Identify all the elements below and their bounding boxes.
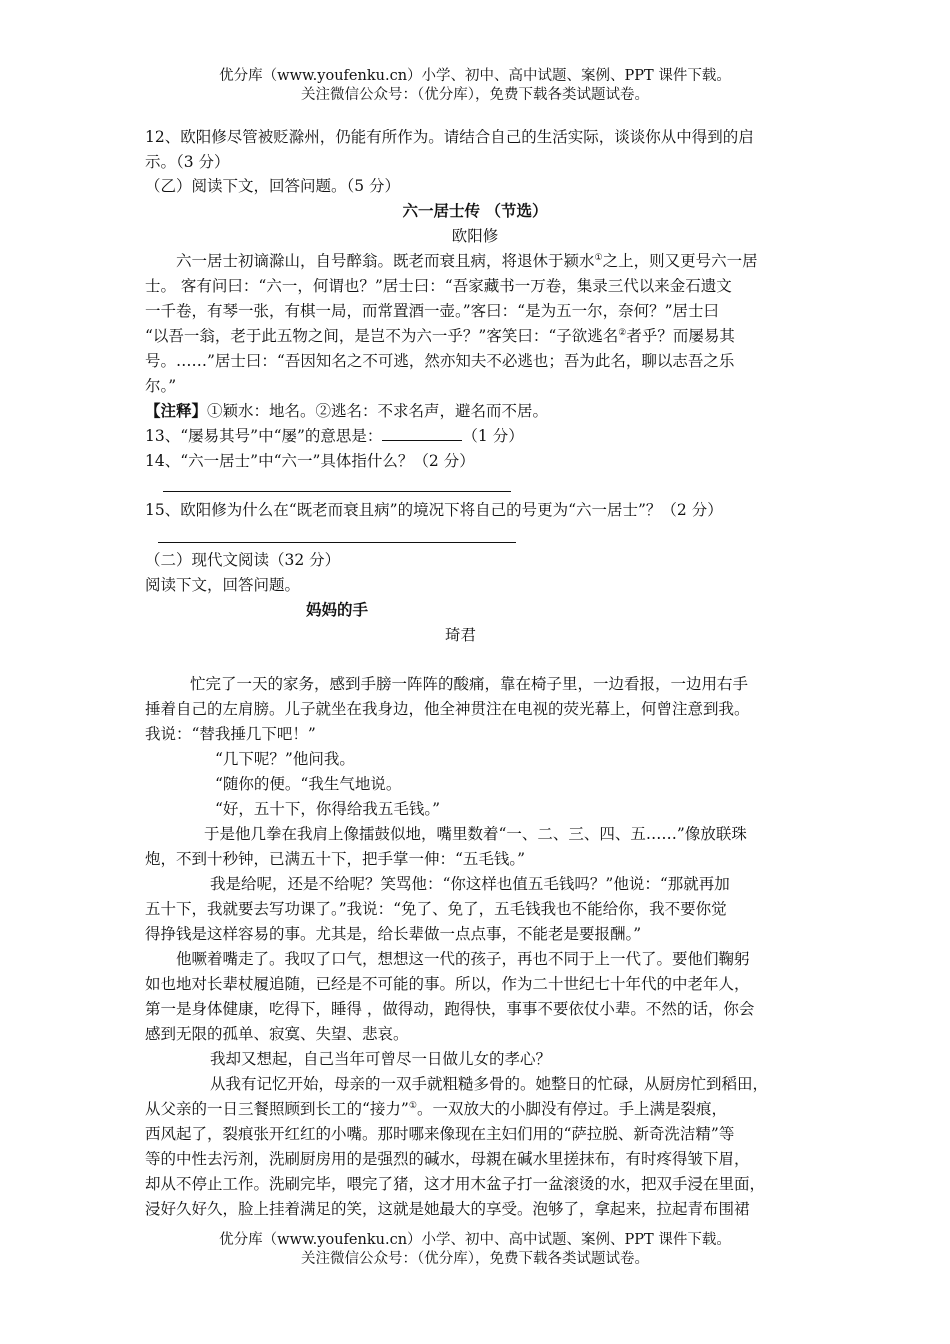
modern-line-20: 等的中性去污剂，洗刷厨房用的是强烈的碱水，母親在碱水里搓抹布，有时疼得皱下眉， bbox=[145, 1150, 750, 1168]
header-line-2: 关注微信公众号：（优分库），免费下载各类试题试卷。 bbox=[301, 87, 649, 103]
answer-blank[interactable] bbox=[382, 424, 462, 441]
modern-line-11: 得挣钱是这样容易的事。尤其是，给长辈做一点点事，不能老是要报酬。” bbox=[145, 925, 642, 943]
modern-line-1: 忙完了一天的家务，感到手膀一阵阵的酸痛，靠在椅子里，一边看报，一边用右手 bbox=[190, 675, 749, 693]
classical-line-4: “以吾一翁，老于此五物之间，是岂不为六一乎？”客笑曰：“子欲逃名②者乎？而屡易其 bbox=[145, 327, 735, 345]
modern-line-18: 从父亲的一日三餐照顾到长工的“接力”①。一双放大的小脚没有停过。手上满是裂痕， bbox=[145, 1100, 727, 1118]
modern-intro: 阅读下文，回答问题。 bbox=[145, 576, 301, 594]
modern-line-19: 西风起了，裂痕张开红红的小嘴。那时哪来像现在主妇们用的“萨拉脱、新奇洗洁精”等 bbox=[145, 1125, 735, 1143]
modern-line-17: 从我有记忆开始，母亲的一双手就粗糙多骨的。她整日的忙碌，从厨房忙到稻田， bbox=[210, 1075, 769, 1093]
question-14: 14、“六一居士”中“六一”具体指什么？（2 分） bbox=[145, 452, 475, 470]
modern-line-8: 炮，不到十秒钟，已满五十下，把手掌一伸：“五毛钱。” bbox=[145, 850, 526, 868]
footer-line-1: 优分库（www.youfenku.cn）小学、初中、高中试题、案例、PPT 课件下载。 bbox=[219, 1232, 731, 1248]
answer-line-14[interactable] bbox=[163, 491, 511, 492]
modern-line-5: “随你的便。“我生气地说。 bbox=[215, 775, 402, 793]
question-15: 15、欧阳修为什么在“既老而衰且病”的境况下将自己的号更为“六一居士”？（2 分） bbox=[145, 501, 723, 519]
modern-line-7: 于是他几拳在我肩上像擂鼓似地，嘴里数着“一、二、三、四、五……”像放联珠 bbox=[204, 825, 747, 843]
footnote-marker-2: ② bbox=[618, 327, 627, 338]
modern-line-2: 捶着自己的左肩膀。儿子就坐在我身边，他全神贯注在电视的荧光幕上，何曾注意到我。 bbox=[145, 700, 750, 718]
modern-line-6: “好，五十下，你得给我五毛钱。” bbox=[215, 800, 441, 818]
classical-title: 六一居士传 （节选） bbox=[402, 202, 548, 220]
footnote-marker-1: ① bbox=[594, 252, 603, 263]
footer-line-2: 关注微信公众号：（优分库），免费下载各类试题试卷。 bbox=[301, 1251, 649, 1267]
modern-line-22: 浸好久好久，脸上挂着满足的笑，这就是她最大的享受。泡够了，拿起来，拉起青布围裙 bbox=[145, 1200, 750, 1218]
answer-line-15[interactable] bbox=[158, 542, 516, 543]
modern-line-15: 感到无限的孤单、寂寞、失望、悲哀。 bbox=[145, 1025, 409, 1043]
modern-line-21: 却从不停止工作。洗刷完毕，喂完了猪，这才用木盆子打一盆滚烫的水，把双手浸在里面， bbox=[145, 1175, 766, 1193]
modern-line-16: 我却又想起，自己当年可曾尽一日做儿女的孝心？ bbox=[210, 1050, 552, 1068]
modern-line-3: 我说：“替我捶几下吧！” bbox=[145, 725, 316, 743]
part-b-intro: （乙）阅读下文，回答问题。（5 分） bbox=[145, 177, 401, 195]
question-12-line-2: 示。（3 分） bbox=[145, 153, 230, 171]
modern-title: 妈妈的手 bbox=[306, 601, 369, 619]
classical-author: 欧阳修 bbox=[451, 227, 499, 245]
classical-line-2: 士。 客有问曰：“六一，何谓也？”居士曰：“吾家藏书一万卷，集录三代以来金石遗文 bbox=[145, 277, 732, 295]
footnote-marker-3: ① bbox=[408, 1100, 417, 1111]
question-13: 13、“屡易其号”中“屡”的意思是： （1 分） bbox=[145, 424, 815, 448]
modern-section-heading: （二）现代文阅读（32 分） bbox=[145, 551, 341, 569]
classical-notes: 【注释】①颖水：地名。②逃名：不求名声，避名而不居。 bbox=[145, 402, 549, 420]
classical-line-6: 尔。” bbox=[145, 377, 177, 395]
modern-line-12: 他噘着嘴走了。我叹了口气，想想这一代的孩子，再也不同于上一代了。要他们鞠躬 bbox=[176, 950, 750, 968]
modern-author: 琦君 bbox=[445, 626, 477, 644]
question-12-line-1: 12、欧阳修尽管被贬滁州，仍能有所作为。请结合自己的生活实际，谈谈你从中得到的启 bbox=[145, 128, 754, 146]
modern-line-13: 如也地对长辈杖履追随，已经是不可能的事。所以，作为二十世纪七十年代的中老年人， bbox=[145, 975, 750, 993]
header-line-1: 优分库（www.youfenku.cn）小学、初中、高中试题、案例、PPT 课件下载。 bbox=[219, 68, 731, 84]
classical-line-1: 六一居士初谪滁山，自号醉翁。既老而衰且病，将退休于颍水①之上，则又更号六一居 bbox=[176, 252, 758, 270]
modern-line-10: 五十下，我就要去写功课了。”我说：“免了、免了，五毛钱我也不能给你，我不要你觉 bbox=[145, 900, 727, 918]
modern-line-4: “几下呢？”他问我。 bbox=[215, 750, 355, 768]
classical-line-3: 一千卷，有琴一张，有棋一局，而常置酒一壶。”客曰：“是为五一尔，奈何？”居士曰 bbox=[145, 302, 720, 320]
modern-line-9: 我是给呢，还是不给呢？笑骂他：“你这样也值五毛钱吗？”他说：“那就再加 bbox=[210, 875, 730, 893]
classical-line-5: 号。……”居士曰：“吾因知名之不可逃，然亦知夫不必逃也；吾为此名，聊以志吾之乐 bbox=[145, 352, 735, 370]
modern-line-14: 第一是身体健康，吃得下，睡得 ，做得动，跑得快，事事不要依仗小辈。不然的话，你会 bbox=[145, 1000, 755, 1018]
